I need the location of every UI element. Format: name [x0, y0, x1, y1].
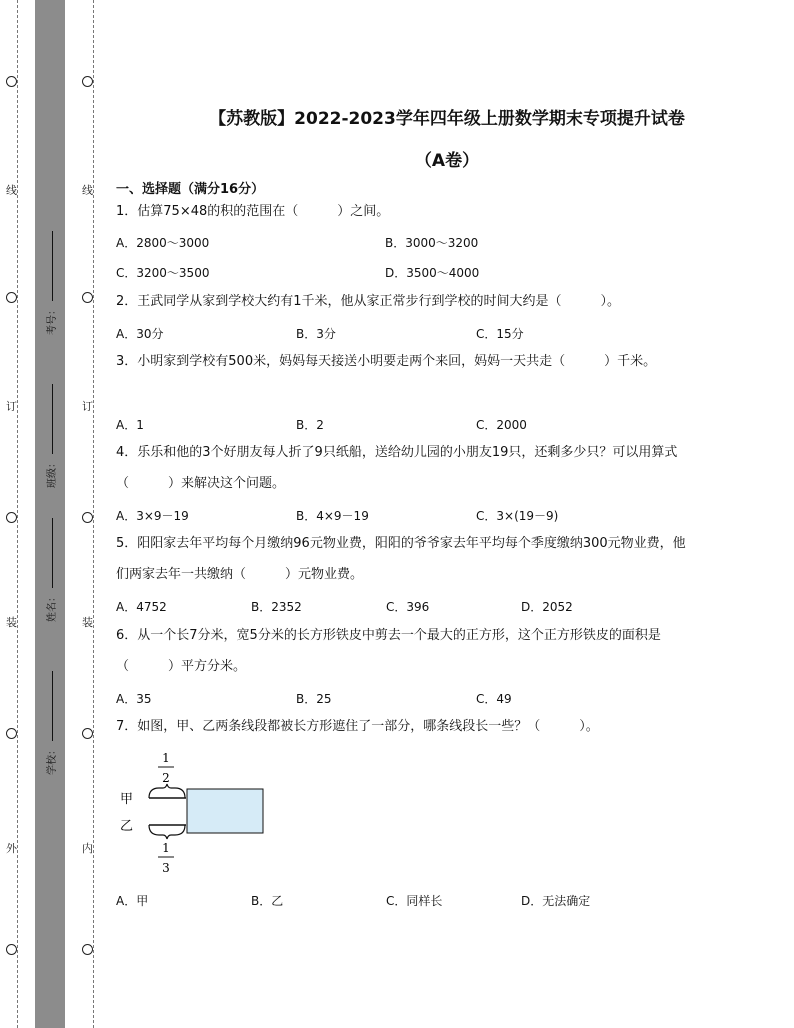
outer-char-zhuang: 装: [6, 616, 17, 629]
option: C．3200～3500: [116, 266, 210, 280]
option: A．2800～3000: [116, 236, 210, 250]
question-2: 2．王武同学从家到学校大约有1千米，他从家正常步行到学校的时间大约是（ ）。: [116, 294, 621, 309]
question-4: 4．乐乐和他的3个好朋友每人折了9只纸船，送给幼儿园的小朋友19只，还剩多少只？可以用算式（ ）来解决这个问题。: [116, 445, 678, 491]
outer-dashed-line: [17, 0, 18, 1028]
inner-char-xian: 线: [82, 184, 93, 197]
punch-hole: [82, 512, 93, 523]
option: B．3000～3200: [385, 236, 479, 250]
option: A．35: [116, 692, 152, 706]
outer-char-wai: 外: [6, 842, 17, 855]
option: B．25: [296, 692, 332, 706]
frac-top-denominator: 2: [162, 771, 170, 785]
option: B．2352: [251, 600, 302, 614]
question-5: 5．阳阳家去年平均每个月缴纳96元物业费，阳阳的爷爷家去年平均每个季度缴纳300元物业费，他们两家去年一共缴纳（ ）元物业费。: [116, 536, 686, 582]
punch-hole: [6, 292, 17, 303]
option: A．4752: [116, 600, 167, 614]
option: A．甲: [116, 894, 149, 908]
option: D．2052: [521, 600, 573, 614]
question-6: 6．从一个长7分米，宽5分米的长方形铁皮中剪去一个最大的正方形，这个正方形铁皮的面积是（ ）平方分米。: [116, 628, 661, 674]
option: C．396: [386, 600, 430, 614]
page-subtitle: （A卷）: [414, 151, 480, 171]
punch-hole: [82, 728, 93, 739]
option: C．3×(19－9): [476, 509, 559, 523]
outer-char-xian: 线: [6, 184, 17, 197]
brace-bottom-icon: [149, 825, 185, 839]
option: D．无法确定: [521, 894, 591, 908]
label-jia: 甲: [120, 792, 134, 807]
page-title: 【苏教版】2022-2023学年四年级上册数学期末专项提升试卷: [209, 109, 685, 129]
field-exam-number: 考号：: [43, 231, 58, 335]
option: B．4×9－19: [296, 509, 369, 523]
question-7: 7．如图，甲、乙两条线段都被长方形遮住了一部分，哪条线段长一些？（ ）。: [116, 719, 599, 734]
option: B．3分: [296, 327, 336, 341]
outer-char-ding: 订: [6, 400, 17, 413]
inner-char-nei: 内: [82, 842, 93, 855]
option: B．2: [296, 418, 324, 432]
punch-hole: [82, 76, 93, 87]
punch-hole: [6, 76, 17, 87]
gray-binding-band: [35, 0, 65, 1028]
inner-dashed-line: [93, 0, 94, 1028]
option: A．3×9－19: [116, 509, 189, 523]
section-heading: 一、选择题（满分16分）: [116, 182, 265, 197]
punch-hole: [6, 512, 17, 523]
brace-top-icon: [149, 784, 185, 798]
field-school: 学校：: [43, 671, 58, 775]
frac-top-numerator: 1: [162, 751, 170, 765]
punch-hole: [82, 944, 93, 955]
punch-hole: [6, 944, 17, 955]
label-yi: 乙: [120, 819, 134, 834]
question-1: 1．估算75×48的积的范围在（ ）之间。: [116, 204, 390, 219]
frac-bottom-numerator: 1: [162, 841, 170, 855]
field-name: 姓名：: [43, 518, 58, 622]
option: C．同样长: [386, 894, 443, 908]
field-class: 班级：: [43, 384, 58, 488]
option: C．2000: [476, 418, 527, 432]
inner-char-ding: 订: [82, 400, 93, 413]
option: A．30分: [116, 327, 164, 341]
option: C．15分: [476, 327, 524, 341]
q7-figure: [116, 748, 296, 878]
covering-rectangle: [187, 789, 263, 833]
frac-bottom-denominator: 3: [162, 861, 170, 875]
question-3: 3．小明家到学校有500米，妈妈每天接送小明要走两个来回，妈妈一天共走（ ）千米。: [116, 354, 657, 369]
option: A．1: [116, 418, 144, 432]
inner-char-zhuang: 装: [82, 616, 93, 629]
option: B．乙: [251, 894, 284, 908]
binding-strip: [0, 0, 100, 1028]
option: D．3500～4000: [385, 266, 480, 280]
punch-hole: [6, 728, 17, 739]
option: C．49: [476, 692, 512, 706]
punch-hole: [82, 292, 93, 303]
